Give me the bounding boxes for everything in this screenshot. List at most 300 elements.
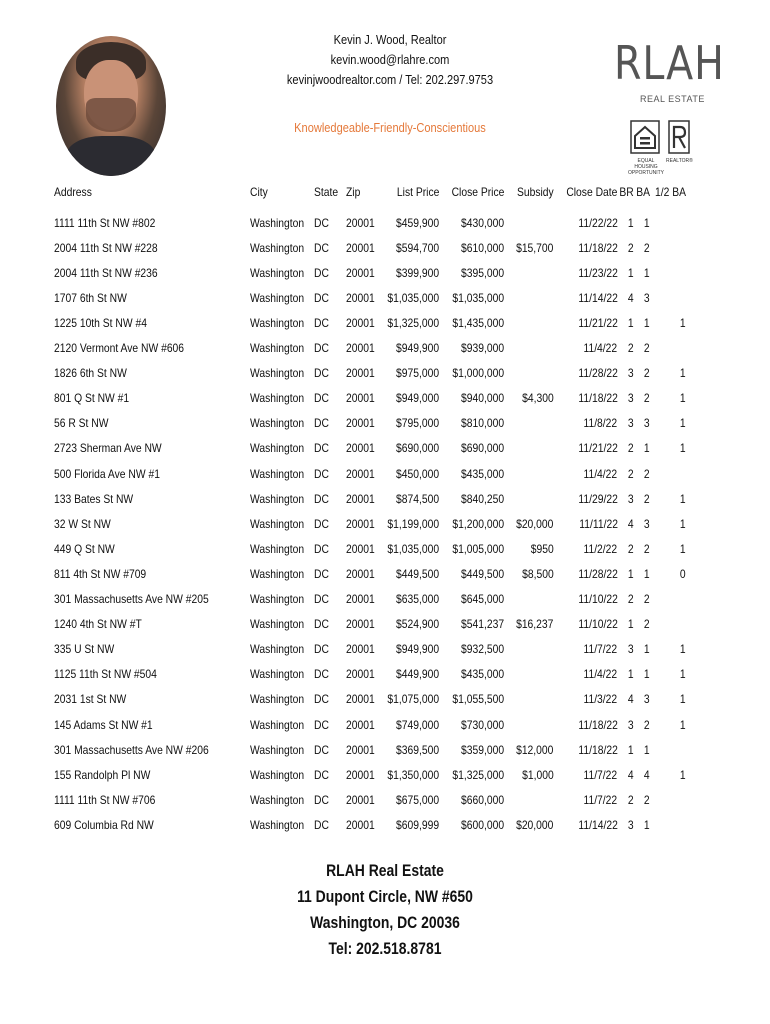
cell-close-price: $359,000	[461, 742, 505, 757]
cell-br: 3	[628, 416, 635, 431]
cell-zip: 20001	[346, 441, 375, 456]
cell-address: 1125 11th St NW #504	[54, 667, 157, 682]
cell-br: 3	[628, 642, 635, 657]
cell-close-date: 11/18/22	[578, 240, 618, 255]
cell-state: DC	[314, 667, 329, 682]
cell-close-price: $1,325,000	[452, 767, 505, 782]
header-subsidy: Subsidy	[516, 185, 554, 199]
cell-subsidy	[504, 361, 553, 386]
cell-list-price: $795,000	[396, 416, 440, 431]
cell-half-ba	[650, 235, 686, 260]
cell-close-price: $810,000	[461, 416, 505, 431]
header-state: State	[314, 185, 339, 199]
cell-state: DC	[314, 441, 329, 456]
cell-zip: 20001	[346, 366, 375, 381]
cell-subsidy: $950	[530, 541, 554, 556]
cell-ba: 2	[644, 717, 651, 732]
cell-close-price: $435,000	[461, 667, 505, 682]
cell-city: Washington	[250, 466, 305, 481]
cell-city: Washington	[250, 717, 305, 732]
cell-zip: 20001	[346, 290, 375, 305]
cell-br: 2	[628, 466, 635, 481]
header-close-date: Close Date	[566, 185, 618, 199]
cell-close-price: $690,000	[461, 441, 505, 456]
cell-subsidy	[504, 436, 553, 461]
cell-list-price: $635,000	[396, 592, 440, 607]
cell-state: DC	[314, 717, 329, 732]
cell-zip: 20001	[346, 541, 375, 556]
cell-ba: 1	[644, 667, 651, 682]
cell-zip: 20001	[346, 717, 375, 732]
cell-ba: 1	[644, 441, 651, 456]
cell-half-ba	[650, 737, 686, 762]
cell-close-price: $660,000	[461, 792, 505, 807]
cell-close-date: 11/7/22	[583, 792, 618, 807]
cell-ba: 2	[644, 617, 651, 632]
cell-address: 301 Massachusetts Ave NW #206	[54, 742, 209, 757]
office-phone: Tel: 202.518.8781	[328, 939, 442, 958]
cell-close-price: $541,237	[461, 617, 505, 632]
cell-close-price: $645,000	[461, 592, 505, 607]
cell-half-ba: 1	[680, 541, 687, 556]
compliance-badges	[627, 120, 698, 176]
cell-close-date: 11/21/22	[578, 441, 618, 456]
cell-address: 133 Bates St NW	[54, 491, 134, 506]
cell-close-price: $730,000	[461, 717, 505, 732]
table-row	[54, 285, 686, 310]
cell-city: Washington	[250, 491, 305, 506]
cell-address: 500 Florida Ave NW #1	[54, 466, 160, 481]
cell-list-price: $1,350,000	[387, 767, 440, 782]
cell-zip: 20001	[346, 391, 375, 406]
cell-close-date: 11/2/22	[583, 541, 618, 556]
cell-ba: 1	[644, 742, 651, 757]
cell-close-date: 11/18/22	[578, 391, 618, 406]
cell-list-price: $450,000	[396, 466, 440, 481]
cell-half-ba: 1	[680, 366, 687, 381]
cell-state: DC	[314, 316, 329, 331]
cell-state: DC	[314, 341, 329, 356]
cell-state: DC	[314, 767, 329, 782]
office-city: Washington, DC 20036	[310, 913, 460, 932]
table-row	[54, 812, 686, 837]
cell-close-price: $1,055,500	[452, 692, 505, 707]
cell-address: 449 Q St NW	[54, 541, 115, 556]
cell-zip: 20001	[346, 642, 375, 657]
cell-half-ba: 1	[680, 416, 687, 431]
cell-city: Washington	[250, 642, 305, 657]
cell-half-ba: 1	[680, 767, 687, 782]
cell-zip: 20001	[346, 667, 375, 682]
cell-state: DC	[314, 391, 329, 406]
cell-subsidy: $1,000	[521, 767, 554, 782]
cell-city: Washington	[250, 240, 305, 255]
cell-br: 3	[628, 391, 635, 406]
cell-list-price: $1,035,000	[387, 290, 440, 305]
cell-state: DC	[314, 742, 329, 757]
cell-half-ba	[650, 461, 686, 486]
cell-br: 3	[628, 491, 635, 506]
table-row	[54, 536, 686, 561]
cell-close-date: 11/3/22	[583, 692, 618, 707]
cell-half-ba: 1	[680, 516, 687, 531]
cell-list-price: $1,075,000	[387, 692, 440, 707]
cell-subsidy: $15,700	[516, 240, 554, 255]
cell-list-price: $1,325,000	[387, 316, 440, 331]
cell-ba: 2	[644, 541, 651, 556]
cell-close-date: 11/7/22	[583, 767, 618, 782]
cell-state: DC	[314, 491, 329, 506]
cell-zip: 20001	[346, 767, 375, 782]
cell-close-price: $1,000,000	[452, 366, 505, 381]
cell-city: Washington	[250, 692, 305, 707]
cell-address: 2004 11th St NW #236	[54, 265, 158, 280]
cell-address: 335 U St NW	[54, 642, 115, 657]
cell-close-date: 11/23/22	[578, 265, 618, 280]
cell-br: 4	[628, 692, 635, 707]
cell-close-date: 11/8/22	[583, 416, 618, 431]
cell-close-price: $435,000	[461, 466, 505, 481]
cell-state: DC	[314, 692, 329, 707]
cell-close-price: $1,435,000	[452, 316, 505, 331]
table-row	[54, 712, 686, 737]
header-list-price: List Price	[396, 185, 440, 199]
cell-half-ba	[650, 336, 686, 361]
cell-close-date: 11/18/22	[578, 742, 618, 757]
cell-br: 3	[628, 817, 635, 832]
cell-list-price: $949,000	[396, 391, 440, 406]
table-row	[54, 336, 686, 361]
cell-address: 1826 6th St NW	[54, 366, 127, 381]
cell-close-date: 11/21/22	[578, 316, 618, 331]
table-row	[54, 511, 686, 536]
realtor-r-icon	[668, 120, 690, 154]
cell-close-date: 11/28/22	[578, 566, 618, 581]
cell-close-date: 11/18/22	[578, 717, 618, 732]
cell-ba: 2	[644, 391, 651, 406]
table-row	[54, 561, 686, 586]
cell-address: 1240 4th St NW #T	[54, 617, 142, 632]
cell-city: Washington	[250, 290, 305, 305]
table-row	[54, 662, 686, 687]
agent-name: Kevin J. Wood, Realtor	[333, 32, 447, 47]
cell-half-ba	[650, 285, 686, 310]
cell-list-price: $609,999	[396, 817, 440, 832]
cell-zip: 20001	[346, 240, 375, 255]
cell-city: Washington	[250, 265, 305, 280]
cell-br: 2	[628, 541, 635, 556]
office-block	[262, 858, 508, 962]
cell-subsidy: $12,000	[516, 742, 554, 757]
cell-br: 3	[628, 717, 635, 732]
cell-ba: 2	[644, 240, 651, 255]
equal-housing-caption: EQUAL HOUSING OPPORTUNITY	[627, 158, 665, 176]
cell-address: 801 Q St NW #1	[54, 391, 130, 406]
cell-city: Washington	[250, 341, 305, 356]
table-row	[54, 787, 686, 812]
cell-close-price: $840,250	[461, 491, 505, 506]
cell-close-price: $610,000	[461, 240, 505, 255]
table-row	[54, 411, 686, 436]
rlah-logo	[614, 36, 725, 104]
cell-city: Washington	[250, 416, 305, 431]
cell-address: 1111 11th St NW #802	[54, 215, 156, 230]
agent-tagline: Knowledgeable-Friendly-Conscientious	[294, 120, 486, 135]
cell-address: 301 Massachusetts Ave NW #205	[54, 592, 209, 607]
cell-close-date: 11/7/22	[583, 642, 618, 657]
cell-half-ba: 1	[680, 491, 687, 506]
equal-housing-icon	[630, 120, 660, 154]
cell-list-price: $594,700	[396, 240, 440, 255]
cell-subsidy	[504, 787, 553, 812]
table-row	[54, 687, 686, 712]
office-name: RLAH Real Estate	[326, 861, 444, 880]
cell-address: 1225 10th St NW #4	[54, 316, 147, 331]
cell-city: Washington	[250, 617, 305, 632]
cell-address: 609 Columbia Rd NW	[54, 817, 154, 832]
cell-address: 2120 Vermont Ave NW #606	[54, 341, 185, 356]
cell-half-ba: 1	[680, 316, 687, 331]
cell-close-price: $1,200,000	[452, 516, 505, 531]
cell-zip: 20001	[346, 617, 375, 632]
cell-list-price: $874,500	[396, 491, 440, 506]
cell-state: DC	[314, 265, 329, 280]
table-row	[54, 310, 686, 335]
cell-list-price: $369,500	[396, 742, 440, 757]
cell-state: DC	[314, 466, 329, 481]
cell-state: DC	[314, 366, 329, 381]
table-row	[54, 587, 686, 612]
cell-list-price: $524,900	[396, 617, 440, 632]
cell-ba: 2	[644, 491, 651, 506]
office-street: 11 Dupont Circle, NW #650	[297, 887, 473, 906]
cell-ba: 1	[644, 265, 651, 280]
cell-half-ba	[650, 210, 686, 235]
cell-list-price: $949,900	[396, 341, 440, 356]
cell-half-ba: 1	[680, 642, 687, 657]
cell-close-date: 11/22/22	[578, 215, 618, 230]
header-close-price: Close Price	[451, 185, 505, 199]
cell-br: 4	[628, 290, 635, 305]
cell-ba: 1	[644, 215, 651, 230]
agent-contact-block	[254, 30, 526, 90]
cell-subsidy	[504, 587, 553, 612]
cell-city: Washington	[250, 817, 305, 832]
sales-table	[54, 185, 686, 837]
cell-br: 4	[628, 767, 635, 782]
cell-ba: 2	[644, 341, 651, 356]
cell-city: Washington	[250, 742, 305, 757]
cell-zip: 20001	[346, 215, 375, 230]
cell-city: Washington	[250, 215, 305, 230]
cell-city: Washington	[250, 541, 305, 556]
cell-subsidy	[504, 461, 553, 486]
cell-city: Washington	[250, 667, 305, 682]
cell-half-ba	[650, 612, 686, 637]
header-zip: Zip	[346, 185, 361, 199]
cell-zip: 20001	[346, 692, 375, 707]
cell-address: 1707 6th St NW	[54, 290, 127, 305]
table-row	[54, 486, 686, 511]
cell-ba: 1	[644, 817, 651, 832]
cell-subsidy	[504, 486, 553, 511]
cell-close-price: $449,500	[461, 566, 505, 581]
cell-half-ba: 1	[680, 692, 687, 707]
cell-half-ba: 0	[680, 566, 687, 581]
header-ba: BA	[636, 185, 651, 199]
cell-state: DC	[314, 617, 329, 632]
cell-subsidy	[504, 662, 553, 687]
cell-zip: 20001	[346, 817, 375, 832]
cell-state: DC	[314, 792, 329, 807]
cell-half-ba: 1	[680, 717, 687, 732]
cell-close-date: 11/14/22	[578, 817, 618, 832]
cell-subsidy: $20,000	[516, 516, 554, 531]
cell-close-price: $940,000	[461, 391, 505, 406]
cell-close-price: $939,000	[461, 341, 505, 356]
cell-subsidy: $16,237	[516, 617, 554, 632]
cell-ba: 2	[644, 366, 651, 381]
cell-subsidy	[504, 210, 553, 235]
cell-subsidy	[504, 712, 553, 737]
cell-half-ba: 1	[680, 667, 687, 682]
table-row	[54, 386, 686, 411]
cell-close-date: 11/28/22	[578, 366, 618, 381]
cell-address: 56 R St NW	[54, 416, 109, 431]
cell-close-date: 11/29/22	[578, 491, 618, 506]
cell-zip: 20001	[346, 566, 375, 581]
cell-city: Washington	[250, 391, 305, 406]
cell-subsidy	[504, 336, 553, 361]
cell-br: 3	[628, 366, 635, 381]
cell-close-date: 11/14/22	[578, 290, 618, 305]
cell-half-ba	[650, 787, 686, 812]
table-row	[54, 762, 686, 787]
cell-zip: 20001	[346, 341, 375, 356]
cell-br: 1	[628, 667, 635, 682]
cell-list-price: $949,900	[396, 642, 440, 657]
table-row	[54, 637, 686, 662]
cell-state: DC	[314, 416, 329, 431]
table-row	[54, 260, 686, 285]
cell-ba: 2	[644, 466, 651, 481]
cell-state: DC	[314, 592, 329, 607]
cell-subsidy	[504, 637, 553, 662]
cell-address: 155 Randolph Pl NW	[54, 767, 151, 782]
cell-city: Washington	[250, 366, 305, 381]
cell-address: 145 Adams St NW #1	[54, 717, 153, 732]
header-br: BR	[619, 185, 635, 199]
cell-address: 811 4th St NW #709	[54, 566, 147, 581]
cell-address: 2031 1st St NW	[54, 692, 127, 707]
cell-state: DC	[314, 566, 329, 581]
cell-ba: 2	[644, 592, 651, 607]
header-city: City	[250, 185, 268, 199]
cell-ba: 3	[644, 516, 651, 531]
cell-subsidy	[504, 411, 553, 436]
cell-zip: 20001	[346, 491, 375, 506]
cell-ba: 3	[644, 290, 651, 305]
header-half-ba: 1/2 BA	[655, 185, 687, 199]
table-row	[54, 737, 686, 762]
cell-zip: 20001	[346, 466, 375, 481]
cell-br: 1	[628, 566, 635, 581]
cell-br: 1	[628, 742, 635, 757]
agent-email[interactable]: kevin.wood@rlahre.com	[330, 52, 450, 67]
cell-zip: 20001	[346, 792, 375, 807]
cell-half-ba	[650, 812, 686, 837]
cell-br: 4	[628, 516, 635, 531]
cell-close-price: $1,005,000	[452, 541, 505, 556]
cell-city: Washington	[250, 516, 305, 531]
cell-br: 1	[628, 265, 635, 280]
realtor-caption: REALTOR®	[666, 158, 693, 164]
cell-close-date: 11/4/22	[583, 667, 618, 682]
cell-close-date: 11/10/22	[578, 592, 618, 607]
cell-half-ba: 1	[680, 391, 687, 406]
cell-close-price: $1,035,000	[452, 290, 505, 305]
table-row	[54, 461, 686, 486]
cell-zip: 20001	[346, 316, 375, 331]
cell-close-price: $600,000	[461, 817, 505, 832]
cell-zip: 20001	[346, 592, 375, 607]
cell-ba: 1	[644, 642, 651, 657]
table-row	[54, 210, 686, 235]
cell-list-price: $975,000	[396, 366, 440, 381]
cell-br: 1	[628, 316, 635, 331]
cell-close-date: 11/11/22	[578, 516, 618, 531]
cell-state: DC	[314, 215, 329, 230]
cell-state: DC	[314, 817, 329, 832]
cell-zip: 20001	[346, 265, 375, 280]
cell-state: DC	[314, 541, 329, 556]
cell-list-price: $690,000	[396, 441, 440, 456]
cell-state: DC	[314, 290, 329, 305]
cell-city: Washington	[250, 566, 305, 581]
cell-half-ba	[650, 260, 686, 285]
logo-mark: RLAH	[614, 36, 725, 90]
table-row	[54, 436, 686, 461]
cell-br: 2	[628, 341, 635, 356]
cell-close-price: $932,500	[461, 642, 505, 657]
cell-br: 2	[628, 441, 635, 456]
cell-subsidy	[504, 687, 553, 712]
cell-subsidy: $4,300	[521, 391, 554, 406]
cell-ba: 4	[644, 767, 651, 782]
agent-photo	[56, 36, 166, 176]
cell-br: 1	[628, 617, 635, 632]
cell-list-price: $449,900	[396, 667, 440, 682]
cell-ba: 1	[644, 566, 651, 581]
cell-half-ba	[650, 587, 686, 612]
cell-list-price: $749,000	[396, 717, 440, 732]
cell-half-ba: 1	[680, 441, 687, 456]
cell-list-price: $1,199,000	[387, 516, 440, 531]
cell-br: 2	[628, 240, 635, 255]
cell-close-date: 11/4/22	[583, 466, 618, 481]
logo-subtitle: REAL ESTATE	[640, 94, 705, 104]
agent-website-phone[interactable]: kevinjwoodrealtor.com / Tel: 202.297.9753	[286, 72, 494, 87]
cell-subsidy	[504, 285, 553, 310]
cell-address: 32 W St NW	[54, 516, 111, 531]
cell-zip: 20001	[346, 742, 375, 757]
table-row	[54, 612, 686, 637]
cell-br: 1	[628, 215, 635, 230]
cell-zip: 20001	[346, 416, 375, 431]
cell-subsidy: $20,000	[516, 817, 554, 832]
cell-list-price: $449,500	[396, 566, 440, 581]
cell-close-date: 11/10/22	[578, 617, 618, 632]
